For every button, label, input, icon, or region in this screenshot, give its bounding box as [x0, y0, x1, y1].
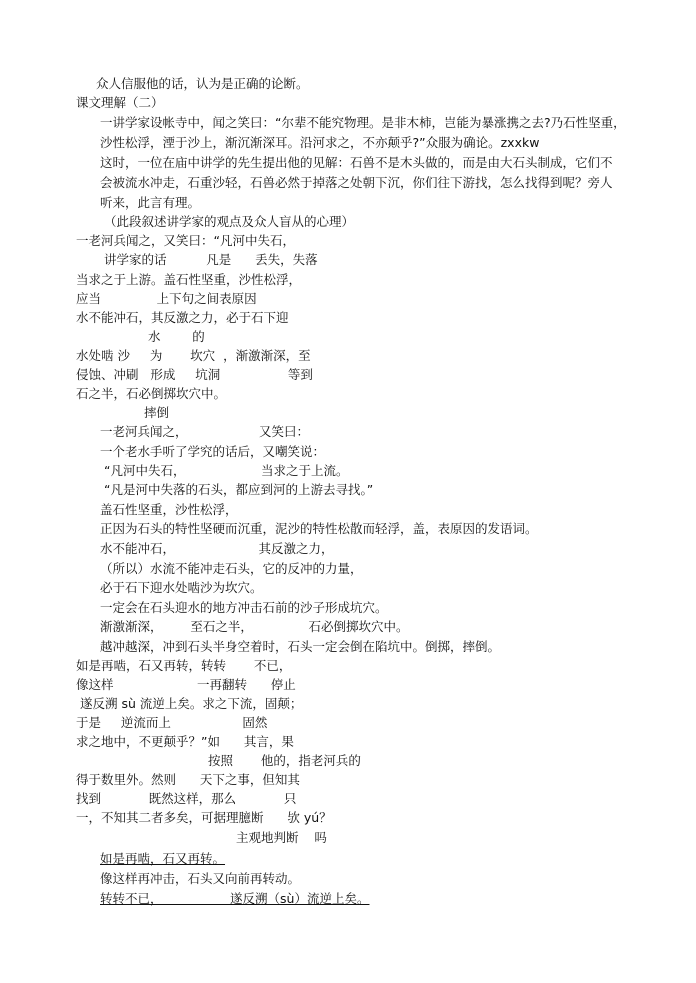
text-line: 这时，一位在庙中讲学的先生提出他的见解：石兽不是木头做的，而是由大石头制成，它们不: [100, 155, 613, 170]
text-line: 求之地中，不更颠乎？”如 其言，果: [76, 734, 294, 749]
translation-line: 正因为石头的特性坚硬而沉重，泥沙的特性松散而轻浮，盖，表原因的发语词。: [100, 521, 538, 536]
text-line: 听来，此言有理。: [100, 195, 201, 210]
gloss-line: 摔倒: [144, 405, 170, 420]
text-line: 沙性松浮，湮于沙上，渐沉渐深耳。沿河求之，不亦颠乎?”众服为确论。zxxkw: [100, 135, 540, 150]
text-line: 盖石性坚重，沙性松浮，: [100, 502, 238, 517]
translation-line: 一定会在石头迎水的地方冲击石前的沙子形成坑穴。: [100, 600, 388, 615]
underlined-sentence: 转转不已， 遂反溯（sù）流逆上矣。: [100, 891, 370, 906]
gloss-line: 按照 他的，指老河兵的: [208, 753, 361, 768]
gloss-line: 水 的: [148, 329, 205, 344]
gloss-line: 侵蚀、冲刷 形成 坑洞 等到: [76, 367, 313, 382]
text-line: 遂反溯 sù 流逆上矣。求之下流，固颠；: [80, 696, 303, 711]
underlined-sentence: 如是再啮，石又再转。: [100, 851, 226, 866]
text-line: 如是再啮，石又再转，转转 不已，: [76, 658, 292, 673]
text-line: 水不能冲石， 其反激之力，: [100, 541, 334, 556]
section-heading: 课文理解（二）: [76, 95, 164, 110]
text-line: 得于数里外。然则 天下之事，但知其: [76, 772, 300, 787]
text-line: 当求之于上游。盖石性坚重，沙性松浮，: [76, 272, 302, 287]
text-line: 一老河兵闻之，又笑曰：“凡河中失石，: [76, 233, 295, 248]
text-line: 一老河兵闻之， 又笑曰：: [100, 424, 310, 439]
text-line: 石之半，石必倒掷坎穴中。: [76, 386, 227, 401]
gloss-line: 于是 逆流而上 固然: [76, 715, 268, 730]
translation-line: 越冲越深，冲到石头半身空着时，石头一定会倒在陷坑中。倒掷，摔倒。: [100, 639, 501, 654]
translation-line: “凡是河中失落的石头，都应到河的上游去寻找。”: [104, 482, 374, 497]
gloss-line: 讲学家的话 凡是 丢失，失落: [104, 252, 318, 267]
gloss-line: 主观地判断 吗: [236, 830, 327, 845]
text-line: 一讲学家设帐寺中，闻之笑曰：“尔辈不能究物理。是非木柿，岂能为暴涨携之去?乃石性坚重，: [100, 115, 626, 130]
text-line: 一，不知其二者多矣，可据理臆断 欤 yú？: [76, 810, 332, 825]
translation-line: 像这样再冲击，石头又向前再转动。: [100, 871, 301, 886]
text-line: “凡河中失石， 当求之于上流。: [104, 463, 349, 478]
text-line: 渐激渐深， 至石之半， 石必倒掷坎穴中。: [100, 619, 409, 634]
text-line: 众人信服他的话，认为是正确的论断。: [96, 76, 309, 91]
text-line: 会被流水冲走，石重沙轻，石兽必然于掉落之处朝下沉，你们往下游找，怎么找得到呢？旁人: [100, 175, 613, 190]
annotation-note: （此段叙述讲学家的观点及众人盲从的心理）: [104, 214, 355, 229]
text-line: 必于石下迎水处啮沙为坎穴。: [100, 580, 263, 595]
translation-line: （所以）水流不能冲走石头，它的反冲的力量，: [100, 561, 363, 576]
gloss-line: 应当 上下句之间表原因: [76, 291, 257, 306]
gloss-line: 像这样 一再翻转 停止: [76, 677, 296, 692]
text-line: 水不能冲石，其反激之力，必于石下迎: [76, 310, 289, 325]
text-line: 水处啮 沙 为 坎穴 ，渐激渐深，至: [76, 348, 311, 363]
gloss-line: 找到 既然这样，那么 只: [76, 791, 297, 806]
translation-line: 一个老水手听了学究的话后，又嘲笑说：: [100, 444, 326, 459]
